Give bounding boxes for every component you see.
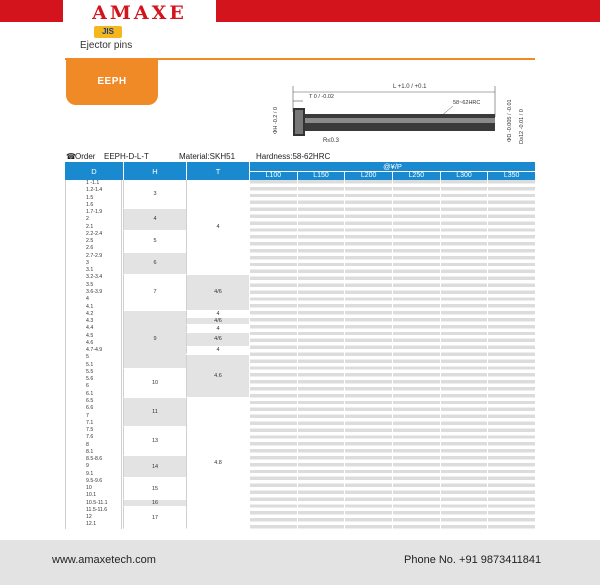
d-value-cell: 4.7-4.9 (86, 347, 103, 354)
d-value-cell: 5 (86, 354, 89, 361)
d-value-cell: 12 (86, 514, 92, 521)
order-prefix: Order (75, 152, 96, 161)
order-line (66, 152, 536, 162)
t-value-cell: 4/6 (186, 333, 249, 348)
h-value-cell: 7 (123, 275, 186, 311)
website-text: www.amaxetech.com (52, 554, 156, 566)
pin-dia-label: ΦD -0.005 / -0.01 (507, 99, 513, 142)
h-value-cell: 3 (123, 180, 186, 209)
d-value-cell: 5.5 (86, 368, 94, 375)
t-value-cell: 4 (186, 347, 249, 354)
h-value-cell: 10 (123, 369, 186, 398)
t-label: T 0 / -0.02 (309, 94, 334, 100)
d-value-cell: 4.5 (86, 332, 94, 339)
d-value-cell: 10 (86, 485, 92, 492)
t-value-cell: 4 (186, 325, 249, 332)
d-value-cell: 9.5-9.6 (86, 477, 103, 484)
d-value-cell: 3.1 (86, 267, 94, 274)
header-l-column: L250 (392, 171, 440, 180)
h-value-cell: 15 (123, 478, 186, 500)
d-value-cell: 11.5-11.6 (86, 506, 108, 513)
t-value-cell: 4/6 (186, 318, 249, 325)
d-value-cell: 10.1 (86, 492, 97, 499)
pin-drawing (265, 72, 535, 152)
d-value-cell: 5.6 (86, 376, 94, 383)
grid-divider (487, 180, 488, 529)
d-value-cell: 1 -1.1 (86, 180, 100, 186)
d-value-cell: 6.1 (86, 390, 94, 397)
t-value-cell: 4.6 (186, 355, 249, 399)
d-value-cell: 2.5 (86, 238, 94, 245)
header-l-column: L150 (297, 171, 345, 180)
d-value-cell: 8.1 (86, 448, 94, 455)
hardness-label: 58~62HRC (453, 100, 481, 106)
h-value-cell: 5 (123, 231, 186, 253)
grid-divider (535, 180, 536, 529)
d-value-cell: 4 (86, 296, 89, 303)
d-value-cell: 10.5-11.1 (86, 499, 108, 506)
t-value-cell: 4.8 (186, 398, 249, 529)
h-value-cell: 11 (123, 398, 186, 427)
order-code: EEPH-D-L-T (104, 152, 149, 161)
d-value-cell: 1.6 (86, 201, 94, 208)
header-l-column: L300 (440, 171, 488, 180)
header-d: D (65, 162, 123, 180)
d-column (65, 180, 122, 529)
d-value-cell: 8 (86, 441, 89, 448)
grid-divider (297, 180, 298, 529)
h-value-cell: 14 (123, 456, 186, 478)
d-value-cell: 3.2-3.4 (86, 274, 103, 281)
jis-badge: JIS (94, 26, 122, 38)
h-value-cell: 9 (123, 311, 186, 369)
h-value-cell: 13 (123, 427, 186, 456)
d-value-cell: 2.1 (86, 223, 94, 230)
d-value-cell: 5.1 (86, 361, 94, 368)
length-label: L +1.0 / +0.1 (393, 84, 427, 90)
d-value-cell: 4.1 (86, 303, 94, 310)
brand-logo: AMAXE (63, 0, 216, 26)
d-value-cell: 2.7-2.9 (86, 252, 103, 259)
d-value-cell: 4.6 (86, 339, 94, 346)
h-value-cell: 16 (123, 500, 186, 507)
grid-divider (392, 180, 393, 529)
phone-icon: ☎ (66, 152, 76, 161)
d-value-cell: 3.5 (86, 281, 94, 288)
d-value-cell: 2 (86, 216, 89, 223)
d-value-cell: 1.7-1.9 (86, 209, 103, 216)
t-value-cell: 4 (186, 180, 249, 275)
head-dia-label: ΦH -0.2 / 0 (273, 106, 279, 134)
d-value-cell: 6.6 (86, 405, 94, 412)
grid-divider (344, 180, 345, 529)
d-value-cell: 4.4 (86, 325, 94, 332)
d-value-cell: 4.2 (86, 310, 94, 317)
d-value-cell: 6 (86, 383, 89, 390)
header-l-column: L200 (344, 171, 392, 180)
d-value-cell: 9 (86, 463, 89, 470)
d-value-cell: 7.1 (86, 419, 94, 426)
d-value-cell: 7.6 (86, 434, 94, 441)
d-value-cell: 7.5 (86, 427, 94, 434)
price-table (65, 162, 535, 529)
h-value-cell: 4 (123, 209, 186, 231)
d-value-cell: 4.3 (86, 318, 94, 325)
radius-label: R≤0.3 (323, 138, 339, 144)
header-t: T (186, 162, 249, 180)
d-value-cell: 2.2-2.4 (86, 230, 103, 237)
d-value-cell: 12.1 (86, 521, 97, 528)
h-value-cell: 6 (123, 253, 186, 275)
grid-divider (440, 180, 441, 529)
h-value-cell: 17 (123, 507, 186, 529)
d-note-label: D≥12 -0.01 / 0 (519, 109, 525, 144)
d-value-cell: 9.1 (86, 470, 94, 477)
d-value-cell: 7 (86, 412, 89, 419)
header-l-column: L350 (487, 171, 535, 180)
material-text: Material:SKH51 (179, 152, 236, 161)
d-value-cell: 1.2-1.4 (86, 187, 103, 194)
header-h: H (123, 162, 186, 180)
d-value-cell: 1.5 (86, 194, 94, 201)
d-value-cell: 2.6 (86, 245, 94, 252)
hardness-text: Hardness:58-62HRC (256, 152, 331, 161)
d-value-cell: 8.5-8.6 (86, 456, 103, 463)
phone-text: Phone No. +91 9873411841 (404, 554, 542, 566)
t-value-cell: 4/6 (186, 275, 249, 311)
d-value-cell: 3 (86, 259, 89, 266)
t-value-cell: 4 (186, 311, 249, 318)
grid-divider (249, 180, 250, 529)
page-subtitle: Ejector pins (80, 40, 133, 51)
header-l-column: L100 (249, 171, 297, 180)
header-price: @¥/P (249, 162, 535, 171)
product-tab: EEPH (66, 60, 158, 105)
d-value-cell: 3.6-3.9 (86, 288, 103, 295)
d-value-cell: 6.5 (86, 397, 94, 404)
